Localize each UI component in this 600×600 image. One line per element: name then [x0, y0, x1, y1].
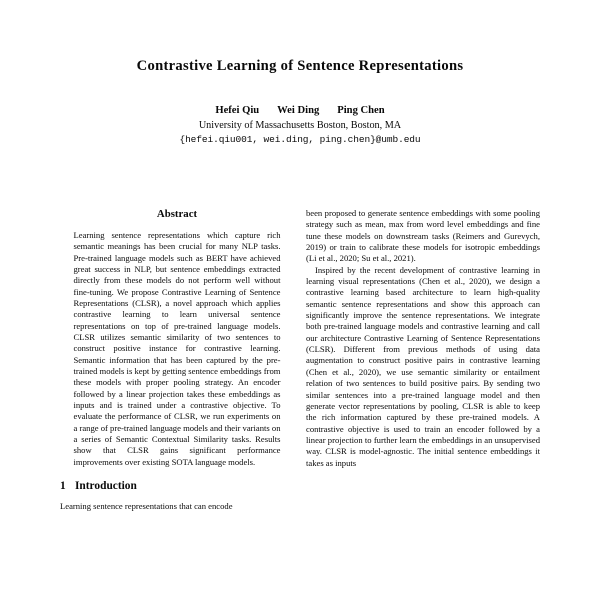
section-title: Introduction [75, 480, 137, 493]
abstract-heading: Abstract [156, 208, 198, 220]
affiliation: University of Massachusetts Boston, Boston, MA [198, 120, 402, 132]
author-name-1: Hefei Qiu [215, 105, 260, 116]
section-heading-introduction [60, 480, 294, 494]
introduction-paragraph-start: Learning sentence representations that can encode [60, 500, 233, 511]
column-right [306, 208, 540, 600]
page-title: Contrastive Learning of Sentence Representations [136, 58, 464, 74]
title-block [60, 58, 540, 76]
author-names [60, 104, 540, 117]
author-block [60, 104, 540, 147]
abstract-paragraph: Learning sentence representations which capture rich semantic meanings has been crucial for many NLP tasks. Pre-trained language models such as BERT have achieved great success in NLP, but sentence embeddings extracted directly from these models do not perform well without fine-tuning. We propose Contrastive Learning of Sentence Representations (CLSR), a novel approach which applies contrastive learning to learn universal sentence representations on top of pre-trained language models. CLSR utilizes semantic similarity of two sentences to construct positive instance for contrastive learning. Semantic information that has been captured by the pre-trained models is kept by getting sentence embeddings from these models with proper pooling strategy. An encoder followed by a linear projection takes these embeddings as inputs and is trained under a contrastive objective. To evaluate the performance of CLSR, we run experiments on a range of pre-trained language models and their variants on a series of Semantic Contextual Similarity tasks. Results show that CLSR gains significant performance improvements over existing SOTA language models. [73, 229, 281, 467]
abstract-section [74, 208, 281, 468]
author-name-3: Ping Chen [337, 105, 385, 116]
column-left [60, 208, 294, 600]
body-columns [0, 208, 600, 600]
introduction-paragraph-1-continued: been proposed to generate sentence embeddings with some pooling strategy such as mean, max from word level embeddings and fine tune these models on downstream tasks (Reimers and Gurevych, 2019) or train to calibrate these models for isotropic embeddings (Li et al., 2020; Su et al., 2021). [306, 208, 540, 264]
introduction-paragraph-2: Inspired by the recent development of contrastive learning in learning visual representations (Chen et al., 2020), we design a contrastive learning based architecture to learn high-quality semantic sentence representations and show this approach can significantly improve the sentence representations. We integrate both pre-trained language models and contrastive learning and call our architecture Contrastive Learning of Sentence Representations (CLSR). Different from previous methods of using data augmentation to construct positive pairs in contrastive learning (Chen et al., 2020), we use semantic similarity or entailment relation of two sentences to build positive pairs. By sending two similar sentences into a pre-trained language model and then generate vector representations by pooling, CLSR is able to keep the rich information captured by these pre-trained models. A contrastive objective is used to train an encoder followed by a linear projection to further learn the embeddings in an unsupervised way. CLSR is model-agnostic. The initial sentence embeddings it takes as inputs [306, 264, 540, 468]
section-number: 1 [60, 480, 66, 493]
author-name-2: Wei Ding [277, 105, 320, 116]
author-emails: {hefei.qiu001, wei.ding, ping.chen}@umb.edu [179, 134, 421, 146]
